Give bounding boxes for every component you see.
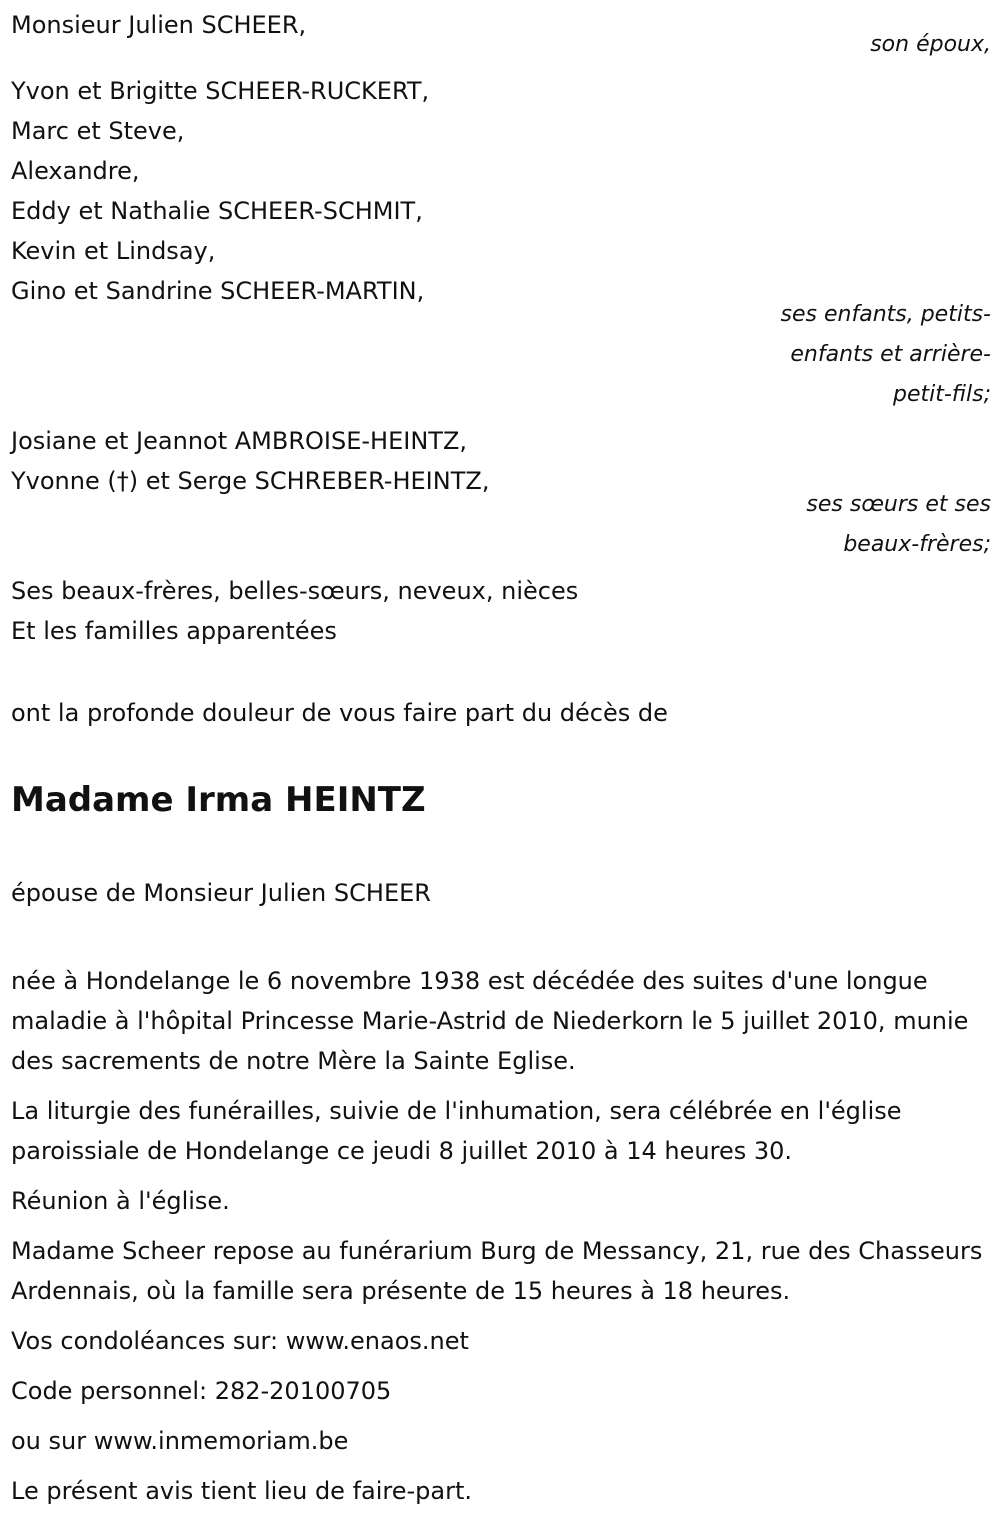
- closing-note: Le présent avis tient lieu de faire-part.: [11, 1477, 473, 1505]
- funeral-paragraph: La liturgie des funérailles, suivie de l'inhumation, sera célébrée en l'église paroissiale de Hondelange ce jeudi 8 juillet 2010 à 14 heures 30.: [11, 1097, 902, 1165]
- children-role: [11, 295, 991, 415]
- child-name: Kevin et Lindsay,: [11, 237, 216, 265]
- sibling-name: Yvonne (†) et Serge SCHREBER-HEINTZ,: [11, 467, 490, 495]
- spouse-name: Monsieur Julien SCHEER,: [11, 11, 307, 39]
- child-name: Marc et Steve,: [11, 117, 185, 145]
- inmemoriam-link: ou sur www.inmemoriam.be: [11, 1427, 349, 1455]
- announcement: ont la profonde douleur de vous faire part du décès de: [11, 699, 668, 727]
- details-block: [11, 961, 991, 1511]
- children-block: [11, 71, 991, 415]
- child-name: Alexandre,: [11, 157, 140, 185]
- child-name: Eddy et Nathalie SCHEER-SCHMIT,: [11, 197, 423, 225]
- deceased-name: Madame Irma HEINTZ: [11, 780, 426, 820]
- siblings-role-line: ses sœurs et ses: [806, 492, 991, 517]
- spouse-role: son époux,: [870, 32, 991, 57]
- relatives-line: Et les familles apparentées: [11, 617, 337, 645]
- children-role-line: ses enfants, petits-: [780, 302, 991, 327]
- relatives-block: [11, 571, 991, 651]
- personal-code: Code personnel: 282-20100705: [11, 1377, 392, 1405]
- funeral-home-paragraph: Madame Scheer repose au funérarium Burg de Messancy, 21, rue des Chasseurs Ardennais, où la famille sera présente de 15 heures à 18 heures.: [11, 1237, 983, 1305]
- sibling-name: Josiane et Jeannot AMBROISE-HEINTZ,: [11, 427, 468, 455]
- condolences-link: Vos condoléances sur: www.enaos.net: [11, 1327, 469, 1355]
- child-name: Gino et Sandrine SCHEER-MARTIN,: [11, 277, 425, 305]
- birth-death-paragraph: née à Hondelange le 6 novembre 1938 est décédée des suites d'une longue maladie à l'hôpital Princesse Marie-Astrid de Niederkorn le 5 juillet 2010, munie des sacrements de notre Mère la Sainte Eglise.: [11, 967, 969, 1075]
- siblings-block: [11, 421, 991, 565]
- meeting-paragraph: Réunion à l'église.: [11, 1187, 230, 1215]
- siblings-role-line: beaux-frères;: [843, 532, 991, 557]
- spouse-block: [11, 5, 991, 65]
- spouse-line: épouse de Monsieur Julien SCHEER: [11, 879, 431, 907]
- relatives-line: Ses beaux-frères, belles-sœurs, neveux, nièces: [11, 577, 579, 605]
- children-role-line: petit-fils;: [892, 382, 991, 407]
- obituary-notice: [11, 5, 991, 1511]
- child-name: Yvon et Brigitte SCHEER-RUCKERT,: [11, 77, 430, 105]
- children-role-line: enfants et arrière-: [790, 342, 991, 367]
